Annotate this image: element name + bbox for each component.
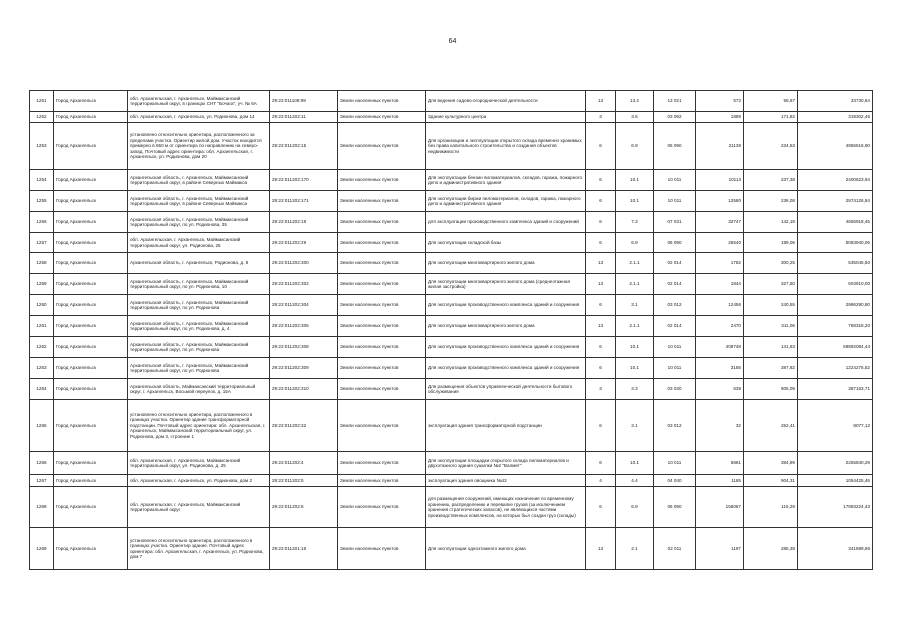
address-cell: обл. Архангельская, г. Архангельск, ул. Родионова, дом 2 [128,475,270,487]
table-row [30,91,873,112]
use-code-cell: 10.1 [616,191,654,212]
use-code-cell: 2.1 [616,528,654,570]
kind-code-cell: 10 011 [654,170,696,191]
rate-cell: 115,29 [744,487,798,528]
table-row [30,212,873,233]
zone-cell: 6 [586,233,616,253]
permitted-use-cell: Для эксплуатации многоквартирного жилого дома (среднеэтажная жилая застройка) [426,274,586,295]
row-number: 1264 [30,379,54,400]
kind-code-cell: 02 014 [654,274,696,295]
zone-cell: 6 [586,487,616,528]
kind-code-cell: 03 012 [654,400,696,452]
land-category-cell: Земли населенных пунктов [338,123,426,170]
cadastral-number-cell: 29:22:011202:29 [270,233,338,253]
settlement-cell: Город Архангельск [54,295,128,316]
area-cell: 408748 [696,337,744,358]
rate-cell: 237,38 [744,170,798,191]
table-row [30,528,873,570]
address-cell: Архангельская область, г. Архангельск, Маймаксанский территориальный округ, по ул. Родионова [128,337,270,358]
cadastral-value-cell: 4955516,90 [798,123,873,170]
rate-cell: 387,82 [744,358,798,379]
permitted-use-cell: Для эксплуатации производственного комплекса зданий и сооружения [426,295,586,316]
row-number: 1257 [30,233,54,253]
permitted-use-cell: Для эксплуатации многоквартирного жилого дома [426,316,586,337]
use-code-cell: 3.3 [616,379,654,400]
settlement-cell: Город Архангельск [54,212,128,233]
settlement-cell: Город Архангельск [54,253,128,274]
zone-cell: 3 [586,112,616,123]
rate-cell: 199,06 [744,233,798,253]
settlement-cell: Город Архангельск [54,112,128,123]
area-cell: 572 [696,91,744,112]
area-cell: 1844 [696,274,744,295]
permitted-use-cell: для размещения сооружений, имеющих назначение по временному хранению, распределению и перевалке грузов (за исключением хранения стратегических запасов), не являющихся частями производственных комплексов, на которых был создан груз (склады) [426,487,586,528]
cadastral-value-cell: 603910,00 [798,274,873,295]
cadastral-number-cell: 29:22:011202:15 [270,123,338,170]
use-code-cell: 3.1 [616,295,654,316]
table-row [30,452,873,475]
area-cell: 5861 [696,452,744,475]
cadastral-value-cell: 58892084,44 [798,337,873,358]
area-cell: 639 [696,379,744,400]
kind-code-cell: 03 092 [654,112,696,123]
cadastral-value-cell: 5083940,06 [798,233,873,253]
permitted-use-cell: эксплуатация здания овощника №43 [426,475,586,487]
use-code-cell: 2.1.1 [616,274,654,295]
kind-code-cell: 06 090 [654,233,696,253]
permitted-use-cell: эксплуатация здания трансформаторной подстанции [426,400,586,452]
cadastral-value-cell: 768318,20 [798,316,873,337]
cadastral-number-cell: 29:22:011202:32 [270,400,338,452]
settlement-cell: Город Архангельск [54,316,128,337]
rate-cell: 384,89 [744,452,798,475]
permitted-use-cell: для эксплуатации производственного комплекса зданий и сооружений [426,212,586,233]
use-code-cell: 6.9 [616,487,654,528]
rate-cell: 252,41 [744,400,798,452]
permitted-use-cell: Здание культурного центра [426,112,586,123]
cadastral-value-cell: 33730,84 [798,91,873,112]
table-row [30,191,873,212]
address-cell: Архангельская область, г. Архангельск, Маймаксанский территориальный округ, по ул. Родионова, д. 4 [128,316,270,337]
cadastral-value-cell: 319302,45 [798,112,873,123]
permitted-use-cell: Для эксплуатации площадки открытого склада пиломатериалов и двухэтажного здания сушилки №2 "Валмет" [426,452,586,475]
kind-code-cell: 07 031 [654,212,696,233]
cadastral-value-cell: 2974126,84 [798,191,873,212]
land-category-cell: Земли населенных пунктов [338,170,426,191]
zone-cell: 13 [586,316,616,337]
cadastral-number-cell: 29:22:011202:11 [270,112,338,123]
settlement-cell: Город Архангельск [54,123,128,170]
address-cell: Архангельская область, Маймаксанский территориальный округ, г. Архангельск, Восьмой переулок, д. 15А [128,379,270,400]
settlement-cell: Город Архангельск [54,487,128,528]
settlement-cell: Город Архангельск [54,337,128,358]
address-cell: установлено относительно ориентира, расположенного за пределами участка. Ориентир жилой дом. Участок находится примерно в 650 м от ориентира по направлению на северо-запад. Почтовый адрес ориентира: обл. Архангельская, г. Архангельск, ул. Родионова, дом 20 [128,123,270,170]
permitted-use-cell: Для эксплуатации многоквартирного жилого дома [426,253,586,274]
permitted-use-cell: Для эксплуатации бензин пиломатериалов, складов, гаража, пожарного депо и административного здания [426,170,586,191]
settlement-cell: Город Архангельск [54,91,128,112]
permitted-use-cell: Для размещения объектов управленческой деятельности бытового обслуживания [426,379,586,400]
settlement-cell: Город Архангельск [54,358,128,379]
row-number: 1269 [30,528,54,570]
settlement-cell: Город Архангельск [54,400,128,452]
rate-cell: 141,63 [744,337,798,358]
land-category-cell: Земли населенных пунктов [338,91,426,112]
rate-cell: 58,97 [744,91,798,112]
land-category-cell: Земли населенных пунктов [338,400,426,452]
area-cell: 10113 [696,170,744,191]
area-cell: 1197 [696,528,744,570]
rate-cell: 240,55 [744,295,798,316]
address-cell: Архангельская область, г. Архангельск, Маймаксанский территориальный округ, в районе Северных Маймакса [128,191,270,212]
kind-code-cell: 04 040 [654,475,696,487]
kind-code-cell: 03 030 [654,379,696,400]
rate-cell: 904,31 [744,475,798,487]
use-code-cell: 2.1.1 [616,316,654,337]
row-number: 1252 [30,112,54,123]
address-cell: обл. Архангельская, г. Архангельск, Маймаксанский территориальный округ, ул. Родионова, д. 25 [128,452,270,475]
address-cell: установлено относительно ориентира, расположенного в границах участка. Ориентир здание трансформаторной подстанции. Почтовый адрес ориентира: обл. Архангельская, г. Архангельск, Маймаксанский территориальный округ, ул. Родионова, дом 3, строение 1 [128,400,270,452]
address-cell: Архангельская область, г. Архангельск, Маймаксанский территориальный округ, по ул. Родионова, 10 [128,274,270,295]
use-code-cell: 10.1 [616,358,654,379]
address-cell: обл. Архангельская, г. Архангельск, Маймаксанский территориальный округ, в границах СНТ "Бочага", уч. № 6А [128,91,270,112]
zone-cell: 6 [586,123,616,170]
area-cell: 3156 [696,358,744,379]
cadastral-number-cell: 29:22:011202:170 [270,170,338,191]
cadastral-value-cell: 4655918,45 [798,212,873,233]
rate-cell: 605,09 [744,379,798,400]
land-category-cell: Земли населенных пунктов [338,212,426,233]
rate-cell: 285,38 [744,528,798,570]
cadastral-number-cell: 29:22:011202:5 [270,475,338,487]
use-code-cell: 4.4 [616,475,654,487]
row-number: 1251 [30,91,54,112]
zone-cell: 6 [586,337,616,358]
zone-cell: 4 [586,475,616,487]
cadastral-number-cell: 29:22:011202:300 [270,253,338,274]
table-row [30,400,873,452]
zone-cell: 13 [586,528,616,570]
row-number: 1267 [30,475,54,487]
permitted-use-cell: Для эксплуатации производственного комплекса зданий и сооружения [426,337,586,358]
cadastral-number-cell: 29:22:011202:304 [270,295,338,316]
settlement-cell: Город Архангельск [54,233,128,253]
use-code-cell: 6.9 [616,123,654,170]
use-code-cell: 3.1 [616,400,654,452]
table-row [30,316,873,337]
area-cell: 12580 [696,191,744,212]
row-number: 1256 [30,212,54,233]
kind-code-cell: 13 021 [654,91,696,112]
table-body [30,91,873,570]
address-cell: Архангельская область, г. Архангельск, Родионова, д. 8 [128,253,270,274]
settlement-cell: Город Архангельск [54,170,128,191]
zone-cell: 6 [586,358,616,379]
land-category-cell: Земли населенных пунктов [338,253,426,274]
cadastral-number-cell: 29:22:011202:306 [270,316,338,337]
table-row [30,379,873,400]
zone-cell: 13 [586,91,616,112]
rate-cell: 142,18 [744,212,798,233]
permitted-use-cell: Для организации и эксплуатации открытого склада временно хранимых без права капитального строительства и создания объектов недвижимости [426,123,586,170]
area-cell: 32747 [696,212,744,233]
zone-cell: 3 [586,379,616,400]
table-row [30,274,873,295]
zone-cell: 13 [586,274,616,295]
cadastral-number-cell: 29:22:011202:302 [270,274,338,295]
settlement-cell: Город Архангельск [54,475,128,487]
area-cell: 1782 [696,253,744,274]
settlement-cell: Город Архангельск [54,452,128,475]
use-code-cell: 7.3 [616,212,654,233]
land-category-cell: Земли населенных пунктов [338,379,426,400]
land-category-cell: Земли населенных пунктов [338,191,426,212]
row-number: 1254 [30,170,54,191]
rate-cell: 236,08 [744,191,798,212]
area-cell: 1165 [696,475,744,487]
address-cell: обл. Архангельская, г. Архангельск, Маймаксанский территориальный округ, ул. Родионова, 25 [128,233,270,253]
cadastral-number-cell: 29:22:011202:308 [270,337,338,358]
land-category-cell: Земли населенных пунктов [338,487,426,528]
settlement-cell: Город Архангельск [54,191,128,212]
table-row [30,475,873,487]
row-number: 1253 [30,123,54,170]
page-number: 64 [448,38,457,45]
rate-cell: 171,82 [744,112,798,123]
settlement-cell: Город Архангельск [54,274,128,295]
address-cell: обл. Архангельская, г. Архангельск, Маймаксанский территориальный округ [128,487,270,528]
land-plots-table [29,90,873,570]
cadastral-number-cell: 29:22:011202:4 [270,452,338,475]
zone-cell: 6 [586,212,616,233]
row-number: 1266 [30,452,54,475]
use-code-cell: 10.1 [616,452,654,475]
permitted-use-cell: Для ведения садово-огороднической деятельности [426,91,586,112]
cadastral-number-cell: 29:22:011201:16 [270,528,338,570]
table-row [30,112,873,123]
land-category-cell: Земли населенных пунктов [338,233,426,253]
zone-cell: 6 [586,452,616,475]
area-cell: 32 [696,400,744,452]
kind-code-cell: 10 011 [654,452,696,475]
address-cell: обл. Архангельская, г. Архангельск, ул. Родионова, дом 14 [128,112,270,123]
kind-code-cell: 10 011 [654,191,696,212]
row-number: 1265 [30,400,54,452]
land-category-cell: Земли населенных пунктов [338,274,426,295]
cadastral-value-cell: 387163,71 [798,379,873,400]
row-number: 1255 [30,191,54,212]
permitted-use-cell: Для эксплуатации производственного комплекса зданий и сооружения [426,358,586,379]
land-category-cell: Земли населенных пунктов [338,316,426,337]
land-category-cell: Земли населенных пунктов [338,358,426,379]
row-number: 1260 [30,295,54,316]
cadastral-number-cell: 29:22:011202:171 [270,191,338,212]
use-code-cell: 6.9 [616,233,654,253]
table-row [30,253,873,274]
cadastral-value-cell: 341599,86 [798,528,873,570]
permitted-use-cell: Для эксплуатации биржи пиломатериалов, складов, гаража, пожарного депо и административного здания [426,191,586,212]
area-cell: 156067 [696,487,744,528]
land-category-cell: Земли населенных пунктов [338,528,426,570]
row-number: 1258 [30,253,54,274]
zone-cell: 6 [586,170,616,191]
table-row [30,233,873,253]
use-code-cell: 10.1 [616,170,654,191]
cadastral-value-cell: 1054425,46 [798,475,873,487]
area-cell: 12456 [696,295,744,316]
cadastral-value-cell: 8077,12 [798,400,873,452]
table-row [30,295,873,316]
area-cell: 1859 [696,112,744,123]
land-category-cell: Земли населенных пунктов [338,295,426,316]
row-number: 1268 [30,487,54,528]
kind-code-cell: 10 011 [654,358,696,379]
address-cell: Архангельская область, г. Архангельск, Маймаксанский территориальный округ, по ул. Родионова [128,295,270,316]
use-code-cell: 2.1.1 [616,253,654,274]
cadastral-value-cell: 1224275,52 [798,358,873,379]
settlement-cell: Город Архангельск [54,379,128,400]
cadastral-number-cell: 29:22:011202:309 [270,358,338,379]
row-number: 1259 [30,274,54,295]
rate-cell: 311,06 [744,316,798,337]
cadastral-value-cell: 2255840,29 [798,452,873,475]
cadastral-number-cell: 29:22:011202:6 [270,487,338,528]
use-code-cell: 10.1 [616,337,654,358]
rate-cell: 327,50 [744,274,798,295]
kind-code-cell: 06 090 [654,487,696,528]
kind-code-cell: 02 014 [654,316,696,337]
settlement-cell: Город Архангельск [54,528,128,570]
zone-cell: 6 [586,295,616,316]
land-category-cell: Земли населенных пунктов [338,337,426,358]
cadastral-value-cell: 17993224,43 [798,487,873,528]
row-number: 1263 [30,358,54,379]
table-row [30,487,873,528]
use-code-cell: 13.2 [616,91,654,112]
cadastral-value-cell: 535045,50 [798,253,873,274]
kind-code-cell: 02 014 [654,253,696,274]
table-row [30,337,873,358]
kind-code-cell: 06 090 [654,123,696,170]
area-cell: 21136 [696,123,744,170]
use-code-cell: 3.6 [616,112,654,123]
land-category-cell: Земли населенных пунктов [338,475,426,487]
kind-code-cell: 02 011 [654,528,696,570]
table-row [30,123,873,170]
cadastral-value-cell: 2400623,94 [798,170,873,191]
kind-code-cell: 10 011 [654,337,696,358]
cadastral-value-cell: 2996290,80 [798,295,873,316]
land-category-cell: Земли населенных пунктов [338,452,426,475]
table-row [30,170,873,191]
table-row [30,358,873,379]
cadastral-number-cell: 29:22:011202:18 [270,212,338,233]
zone-cell: 13 [586,253,616,274]
permitted-use-cell: Для эксплуатации одноэтажного жилого дома [426,528,586,570]
row-number: 1262 [30,337,54,358]
area-cell: 25540 [696,233,744,253]
address-cell: Архангельская область, г. Архангельск, Маймаксанский территориальный округ, по ул. Родионова, 35 [128,212,270,233]
row-number: 1261 [30,316,54,337]
rate-cell: 300,25 [744,253,798,274]
land-category-cell: Земли населенных пунктов [338,112,426,123]
area-cell: 2470 [696,316,744,337]
address-cell: Архангельская область, г. Архангельск, Маймаксанский территориальный округ, по ул. Родионова [128,358,270,379]
cadastral-number-cell: 29:22:011108:99 [270,91,338,112]
kind-code-cell: 03 012 [654,295,696,316]
zone-cell: 6 [586,400,616,452]
rate-cell: 234,53 [744,123,798,170]
cadastral-number-cell: 29:22:011202:310 [270,379,338,400]
permitted-use-cell: Для эксплуатации складской базы [426,233,586,253]
zone-cell: 6 [586,191,616,212]
address-cell: Архангельская область, г. Архангельск, Маймаксанский территориальный округ, в районе Северных Маймакса [128,170,270,191]
address-cell: установлено относительно ориентира, расположенного в границах участка. Ориентир здание. Почтовый адрес ориентира: обл. Архангельская, г. Архангельск, ул. Родионова, дом 7 [128,528,270,570]
